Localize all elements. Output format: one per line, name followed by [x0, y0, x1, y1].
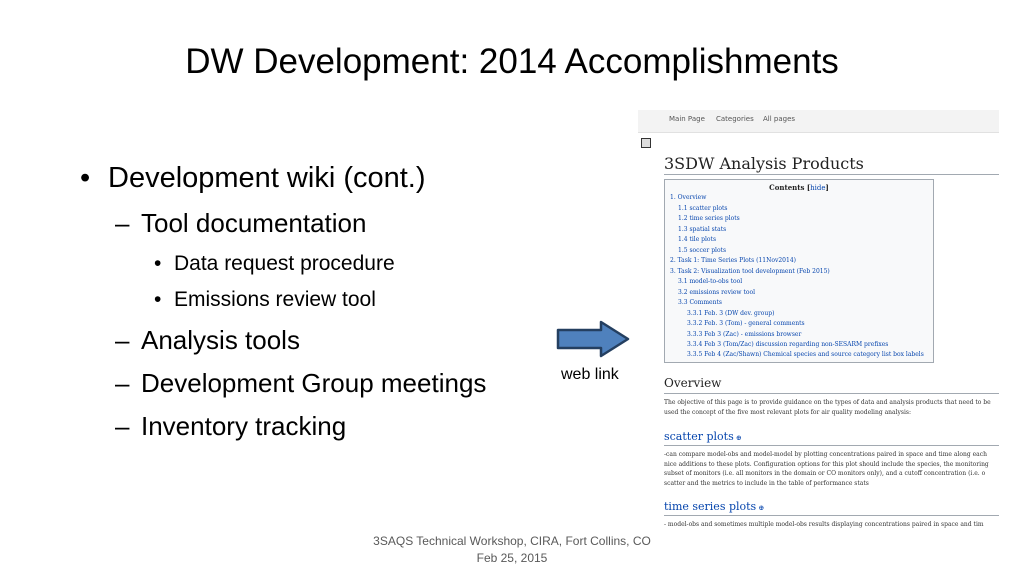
wiki-nav-all-pages[interactable]: All pages — [763, 115, 796, 123]
toc-item[interactable]: 2. Task 1: Time Series Plots (11Nov2014) — [670, 257, 796, 264]
right-arrow-icon — [555, 320, 631, 358]
toc-item[interactable]: 1.2 time series plots — [678, 215, 740, 222]
toc-item[interactable]: 3.3.5 Feb 4 (Zac/Shawn) Chemical species and source category list box labels — [687, 351, 924, 358]
wiki-timeseries-line: - model-obs and sometimes multiple model-obs results displaying concentrations paired in space and tim — [664, 521, 984, 528]
toc-item[interactable]: 3.2 emissions review tool — [678, 288, 756, 296]
bullet-inventory-tracking: – Inventory tracking — [115, 411, 347, 441]
wiki-overview-heading: Overview — [664, 376, 722, 390]
slide-title: DW Development: 2014 Accomplishments — [185, 42, 839, 81]
wiki-page-icon — [641, 138, 651, 148]
wiki-title-rule — [664, 174, 999, 175]
bullet-development-wiki: • Development wiki (cont.) — [80, 162, 426, 194]
wiki-scatter-line: subset of monitors (i.e. all monitors in the domain or CO monitors only), and a cutoff concentration (i.e. o — [664, 470, 986, 477]
toc-title: Contents [hide] — [769, 183, 829, 192]
external-link-icon: ⊕ — [733, 434, 742, 442]
toc-item[interactable]: 3.3.3 Feb 3 (Zac) - emissions browser — [687, 330, 802, 338]
bullet-dev-group-meetings: – Development Group meetings — [115, 368, 487, 398]
wiki-scatter-line: nice additions to these plots. Configuration options for this plot should include the species, the monitoring — [664, 460, 989, 468]
bullet-analysis-tools: – Analysis tools — [115, 325, 300, 355]
toc-item[interactable]: 3.3.1 Feb. 3 (DW dev. group) — [687, 309, 775, 317]
slide-footer — [372, 533, 652, 567]
toc-item[interactable]: 3.3 Comments — [678, 299, 722, 306]
toc-item[interactable]: 1. Overview — [670, 194, 707, 201]
toc-item[interactable]: 3.3.2 Feb. 3 (Tom) - general comments — [687, 320, 805, 327]
wiki-overview-line: The objective of this page is to provide guidance on the types of data and analysis products that need to be — [664, 399, 991, 406]
web-link-label[interactable]: web link — [561, 366, 619, 383]
wiki-scatter-rule — [664, 445, 999, 446]
wiki-scatter-heading[interactable]: scatter plots ⊕ — [664, 430, 742, 443]
footer-event: 3SAQS Technical Workshop, CIRA, Fort Collins, CO — [373, 534, 651, 548]
wiki-overview-rule — [664, 393, 999, 394]
footer-date: Feb 25, 2015 — [476, 551, 548, 565]
wiki-nav-main-page[interactable]: Main Page — [669, 115, 705, 123]
wiki-scatter-line: -can compare model-obs and model-model by plotting concentrations paired in space and time along each — [664, 451, 987, 458]
bullet-data-request: • Data request procedure — [154, 252, 395, 275]
wiki-page-title: 3SDW Analysis Products — [664, 154, 864, 173]
wiki-overview-line: used the concept of the five most relevant plots for air quality modeling analysis: — [664, 408, 911, 416]
wiki-scatter-line: scatter and the metrics to include in the table of performance stats — [664, 479, 869, 487]
wiki-timeseries-heading[interactable]: time series plots ⊕ — [664, 500, 765, 513]
toc-hide-link[interactable]: hide — [810, 184, 826, 192]
toc-item[interactable]: 1.3 spatial stats — [678, 225, 727, 233]
wiki-timeseries-rule — [664, 515, 999, 516]
toc-item[interactable]: 3. Task 2: Visualization tool development (Feb 2015) — [670, 267, 830, 275]
wiki-nav-bar — [638, 110, 999, 133]
wiki-screenshot[interactable] — [638, 110, 999, 530]
toc-item[interactable]: 3.3.4 Feb 3 (Tom/Zac) discussion regarding non-SESARM prefixes — [687, 341, 889, 348]
toc-item[interactable]: 1.5 soccer plots — [678, 246, 727, 254]
wiki-toc — [664, 179, 934, 363]
toc-item[interactable]: 1.1 scatter plots — [678, 204, 728, 212]
bullet-tool-documentation: – Tool documentation — [115, 208, 367, 238]
wiki-nav-categories[interactable]: Categories — [716, 115, 754, 123]
external-link-icon: ⊕ — [756, 504, 765, 512]
toc-item[interactable]: 1.4 tile plots — [678, 236, 717, 243]
toc-item[interactable]: 3.1 model-to-obs tool — [678, 278, 743, 285]
bullet-emissions-review: • Emissions review tool — [154, 288, 376, 311]
